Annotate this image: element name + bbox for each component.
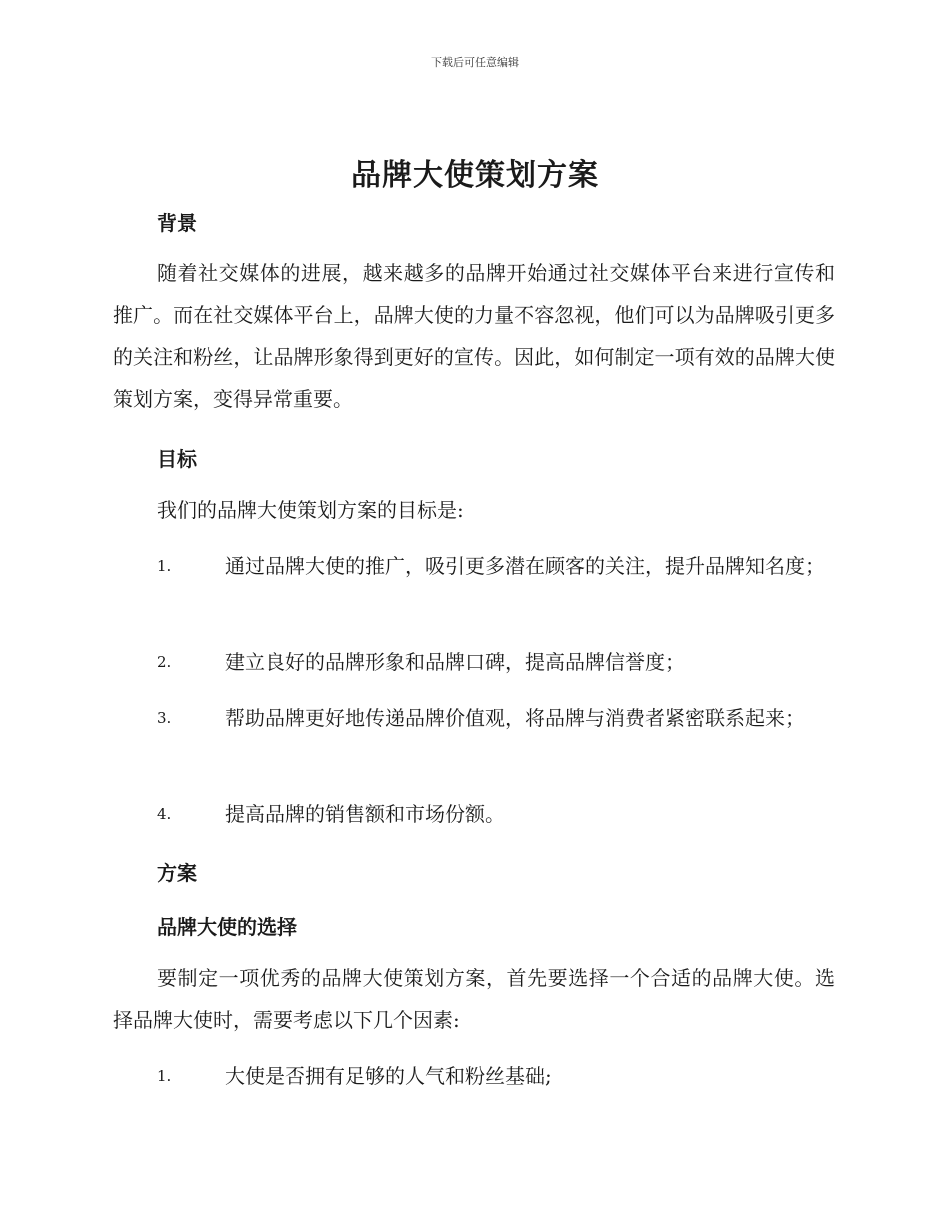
list-text: 通过品牌大使的推广，吸引更多潜在顾客的关注，提升品牌知名度； xyxy=(225,554,825,578)
list-number: 2. xyxy=(157,653,172,671)
list-text: 提高品牌的销售额和市场份额。 xyxy=(225,802,505,826)
plan-paragraph: 要制定一项优秀的品牌大使策划方案，首先要选择一个合适的品牌大使。选择品牌大使时，需要考虑以下几个因素: xyxy=(113,966,835,1032)
list-number: 1. xyxy=(157,1067,172,1085)
section-heading-goals: 目标 xyxy=(157,447,197,471)
list-number: 3. xyxy=(157,709,172,727)
list-item xyxy=(113,641,835,683)
list-text: 大使是否拥有足够的人气和粉丝基础; xyxy=(225,1064,552,1088)
header-note: 下载后可任意编辑 xyxy=(431,56,519,69)
list-item xyxy=(113,1055,835,1097)
list-number: 1. xyxy=(157,557,172,575)
list-number: 4. xyxy=(157,805,172,823)
section-heading-background: 背景 xyxy=(157,211,197,235)
list-text: 建立良好的品牌形象和品牌口碑，提高品牌信誉度； xyxy=(225,650,685,674)
list-text: 帮助品牌更好地传递品牌价值观，将品牌与消费者紧密联系起来； xyxy=(225,706,805,730)
page-title: 品牌大使策划方案 xyxy=(351,158,599,193)
subsection-heading-selection: 品牌大使的选择 xyxy=(157,915,297,939)
list-item xyxy=(113,545,835,587)
background-paragraph: 随着社交媒体的进展，越来越多的品牌开始通过社交媒体平台来进行宣传和推广。而在社交媒体平台上，品牌大使的力量不容忽视，他们可以为品牌吸引更多的关注和粉丝，让品牌形象得到更好的宣传。因此，如何制定一项有效的品牌大使策划方案，变得异常重要。 xyxy=(113,261,835,411)
list-item xyxy=(113,697,835,739)
list-item xyxy=(113,793,835,835)
section-heading-plan: 方案 xyxy=(157,861,197,885)
goals-intro: 我们的品牌大使策划方案的目标是: xyxy=(157,498,464,522)
